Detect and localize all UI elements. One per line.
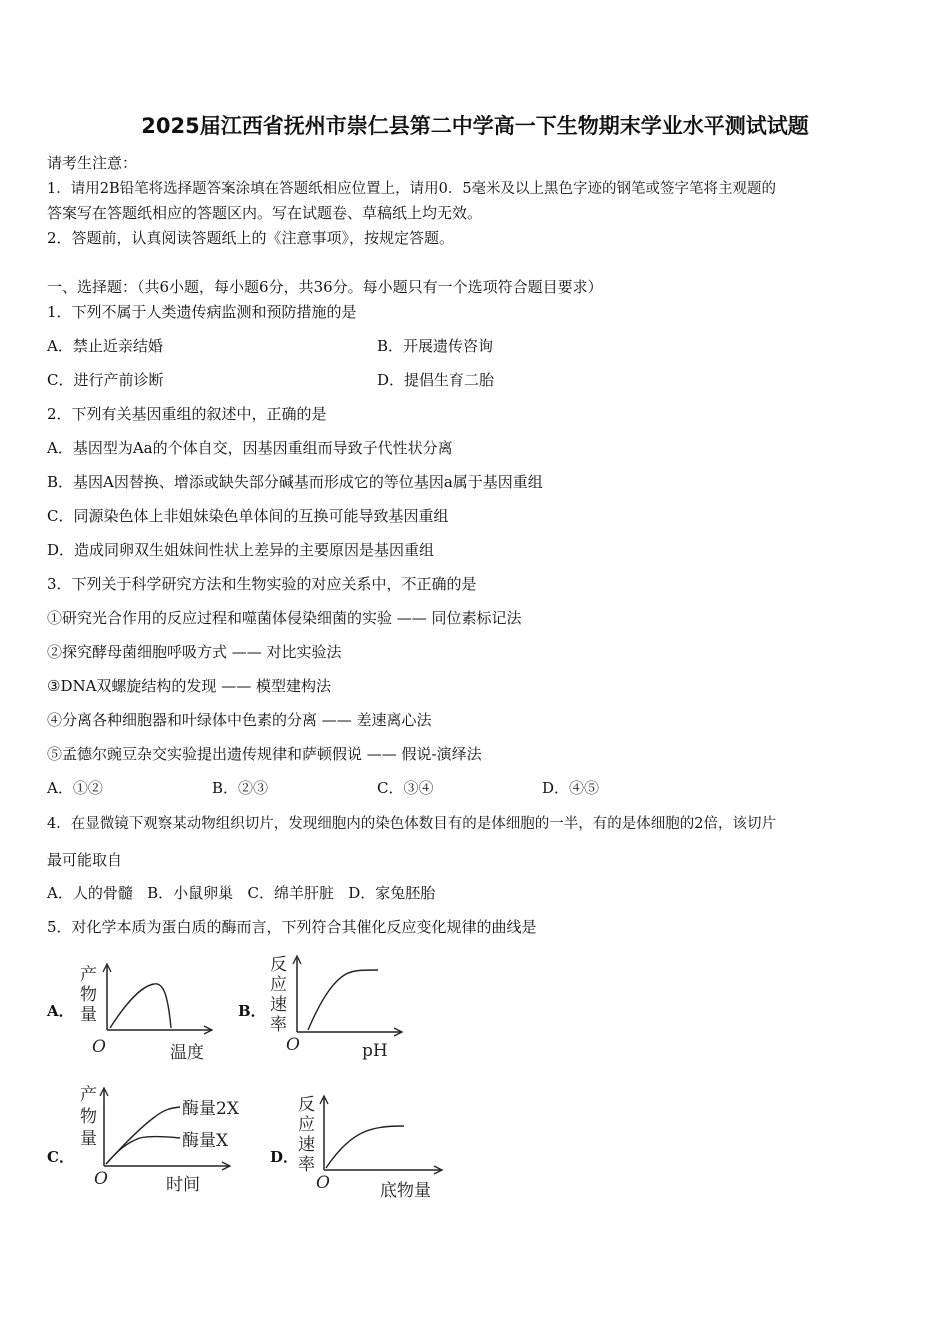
q3-item-2: ②探究酵母菌细胞呼吸方式 —— 对比实验法 — [47, 643, 342, 661]
q5-graph-d-ylabel-2: 应 — [298, 1115, 315, 1135]
q4-stem-line-2: 最可能取自 — [47, 851, 123, 869]
q5-graph-b-ylabel-3: 速 — [270, 995, 287, 1015]
q5-graph-b-ylabel-2: 应 — [270, 975, 287, 995]
section-heading: 一、选择题：（共6小题，每小题6分，共36分。每小题只有一个选项符合题目要求） — [47, 278, 603, 296]
q5-graph-c-ylabel-1: 产 — [80, 1085, 97, 1105]
q4-options: A．人的骨髓 B．小鼠卵巢 C．绵羊肝脏 D．家兔胚胎 — [47, 884, 436, 902]
notice-item-1-line-1: 1．请用2B铅笔将选择题答案涂填在答题纸相应位置上，请用0．5毫米及以上黑色字迹的钢笔或签字笔将主观题的 — [47, 181, 777, 197]
q5-graph-d-curve — [326, 1126, 404, 1168]
q5-stem: 5．对化学本质为蛋白质的酶而言，下列符合其催化反应变化规律的曲线是 — [47, 918, 537, 936]
q5-graph-d-label: D． — [270, 1148, 299, 1166]
q5-graph-c-curve-2x — [106, 1107, 180, 1164]
q1-option-d: D．提倡生育二胎 — [377, 371, 495, 389]
q3-item-4: ④分离各种细胞器和叶绿体中色素的分离 —— 差速离心法 — [47, 711, 432, 729]
q2-option-b: B．基因A因替换、增添或缺失部分碱基而形成它的等位基因a属于基因重组 — [47, 473, 543, 491]
q5-graph-d-origin: O — [316, 1173, 330, 1193]
notice-item-2: 2．答题前，认真阅读答题纸上的《注意事项》，按规定答题。 — [47, 229, 455, 247]
q5-graph-a-ylabel-3: 量 — [80, 1005, 97, 1025]
q3-option-d: D．④⑤ — [542, 779, 600, 797]
q5-graph-c-xlabel: 时间 — [166, 1175, 200, 1195]
q5-graph-b-ylabel-1: 反 — [270, 955, 287, 975]
q1-option-b: B．开展遗传咨询 — [377, 337, 494, 355]
q1-stem: 1．下列不属于人类遗传病监测和预防措施的是 — [47, 303, 357, 321]
q5-graph-a-label: A． — [47, 1002, 74, 1020]
q5-graph-d-xlabel: 底物量 — [380, 1181, 431, 1201]
q5-graph-c-curve-x-label: 酶量X — [182, 1131, 229, 1151]
q4-stem-line-1: 4．在显微镜下观察某动物组织切片，发现细胞内的染色体数目有的是体细胞的一半，有的是体细胞的2倍，该切片 — [47, 816, 776, 832]
q5-graph-b-label: B． — [238, 1002, 266, 1020]
q3-item-3: ③DNA双螺旋结构的发现 —— 模型建构法 — [47, 677, 331, 695]
q5-graph-c — [70, 1082, 260, 1198]
q3-option-b: B．②③ — [212, 779, 269, 797]
q3-option-a: A．①② — [47, 779, 103, 797]
page-title: 2025届江西省抚州市崇仁县第二中学高一下生物期末学业水平测试试题 — [141, 114, 809, 138]
q5-graph-a-ylabel-1: 产 — [80, 965, 97, 985]
q5-graph-d-ylabel-3: 速 — [298, 1135, 315, 1155]
q3-item-5: ⑤孟德尔豌豆杂交实验提出遗传规律和萨顿假说 —— 假说-演绎法 — [47, 745, 482, 763]
q5-graph-c-curve-2x-label: 酶量2X — [182, 1099, 239, 1119]
q5-graph-c-curve-x — [106, 1137, 180, 1165]
q5-graph-a-origin: O — [92, 1037, 106, 1057]
q5-graph-d-ylabel-1: 反 — [298, 1095, 315, 1115]
q3-stem: 3．下列关于科学研究方法和生物实验的对应关系中，不正确的是 — [47, 575, 477, 593]
q5-graph-c-ylabel-3: 量 — [80, 1129, 97, 1149]
q5-graph-b — [262, 950, 412, 1066]
q2-stem: 2．下列有关基因重组的叙述中，正确的是 — [47, 405, 327, 423]
q5-graph-c-origin: O — [94, 1169, 108, 1189]
q5-graph-a — [70, 962, 230, 1066]
q5-graph-c-label: C． — [47, 1148, 74, 1166]
q5-graph-c-ylabel-2: 物 — [80, 1107, 97, 1127]
q5-graph-d-ylabel-4: 率 — [298, 1155, 315, 1175]
notice-item-1-line-2: 答案写在答题纸相应的答题区内。写在试题卷、草稿纸上均无效。 — [47, 204, 483, 222]
q5-graph-b-origin: O — [286, 1035, 300, 1055]
q5-graph-b-xlabel: pH — [362, 1041, 388, 1061]
q5-graph-a-curve — [110, 984, 171, 1028]
q1-option-c: C．进行产前诊断 — [47, 371, 164, 389]
q2-option-c: C．同源染色体上非姐妹染色单体间的互换可能导致基因重组 — [47, 507, 449, 525]
q5-graph-d — [292, 1090, 452, 1206]
notice-heading: 请考生注意： — [47, 154, 138, 172]
q5-graph-b-ylabel-4: 率 — [270, 1015, 287, 1035]
q2-option-d: D．造成同卵双生姐妹间性状上差异的主要原因是基因重组 — [47, 541, 435, 559]
q3-item-1: ①研究光合作用的反应过程和噬菌体侵染细菌的实验 —— 同位素标记法 — [47, 609, 522, 627]
q5-graph-a-xlabel: 温度 — [170, 1043, 204, 1063]
q5-graph-a-ylabel-2: 物 — [80, 985, 97, 1005]
q3-option-c: C．③④ — [377, 779, 434, 797]
q2-option-a: A．基因型为Aa的个体自交，因基因重组而导致子代性状分离 — [47, 439, 453, 457]
q5-graph-b-curve — [308, 970, 378, 1030]
q1-option-a: A．禁止近亲结婚 — [47, 337, 163, 355]
